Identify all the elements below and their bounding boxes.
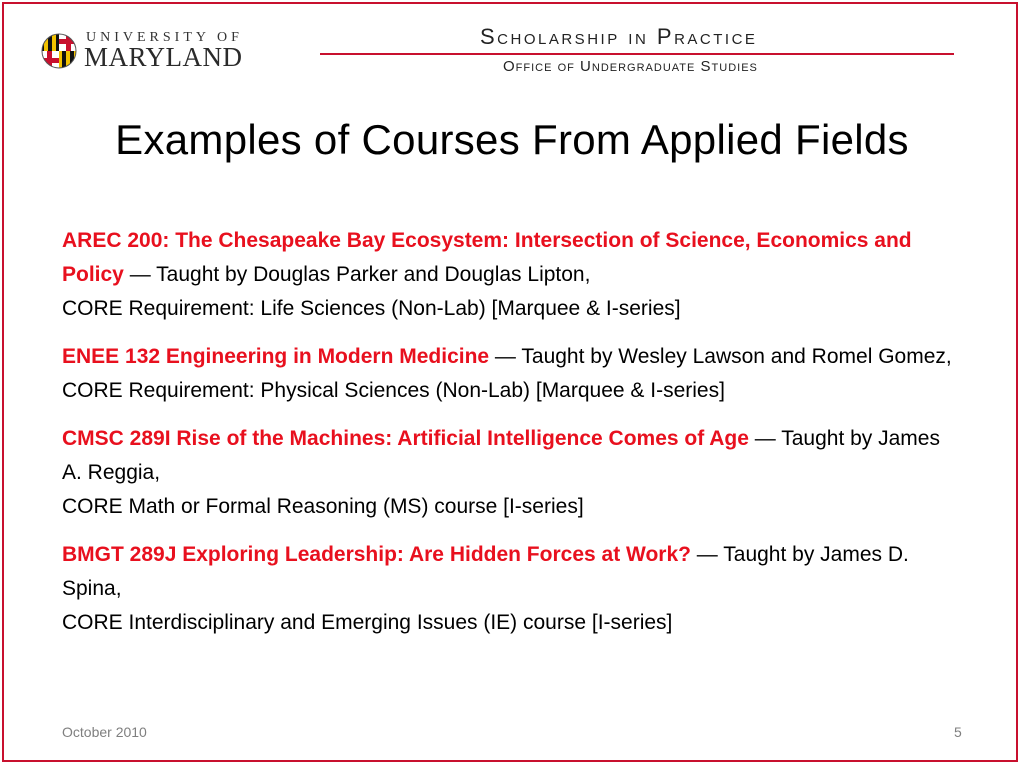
header-title: Scholarship in Practice (480, 24, 758, 49)
course-requirement: CORE Requirement: Physical Sciences (Non-Lab) [Marquee & I-series] (62, 379, 725, 402)
footer-date: October 2010 (62, 724, 147, 740)
course-item (62, 224, 962, 326)
course-title: AREC 200: The Chesapeake Bay Ecosystem: Intersection of Science, Economics and Policy (62, 229, 912, 286)
slide-title: Examples of Courses From Applied Fields (115, 116, 909, 163)
course-title: BMGT 289J Exploring Leadership: Are Hidden Forces at Work? (62, 543, 691, 566)
course-title: CMSC 289I Rise of the Machines: Artificial Intelligence Comes of Age (62, 427, 749, 450)
logo-university-of: UNIVERSITY OF (86, 30, 243, 45)
course-item (62, 538, 962, 640)
university-logo (40, 30, 260, 74)
logo-maryland: MARYLAND (84, 42, 243, 72)
course-requirement: CORE Requirement: Life Sciences (Non-Lab) [Marquee & I-series] (62, 297, 681, 320)
course-instructors: — Taught by James A. Reggia, (62, 427, 940, 484)
course-list (62, 224, 962, 654)
course-requirement: CORE Math or Formal Reasoning (MS) course [I-series] (62, 495, 584, 518)
course-requirement: CORE Interdisciplinary and Emerging Issues (IE) course [I-series] (62, 611, 673, 634)
course-item (62, 422, 962, 524)
header-subtitle: Office of Undergraduate Studies (503, 58, 758, 75)
page-number: 5 (954, 724, 962, 740)
course-item (62, 340, 962, 408)
maryland-flag-icon (40, 32, 78, 70)
course-instructors: — Taught by Douglas Parker and Douglas Lipton, (123, 263, 591, 286)
course-instructors: — Taught by James D. Spina, (62, 543, 909, 600)
course-instructors: — Taught by Wesley Lawson and Romel Gomez, (489, 345, 952, 368)
course-title: ENEE 132 Engineering in Modern Medicine (62, 345, 490, 368)
header-divider (320, 53, 954, 55)
